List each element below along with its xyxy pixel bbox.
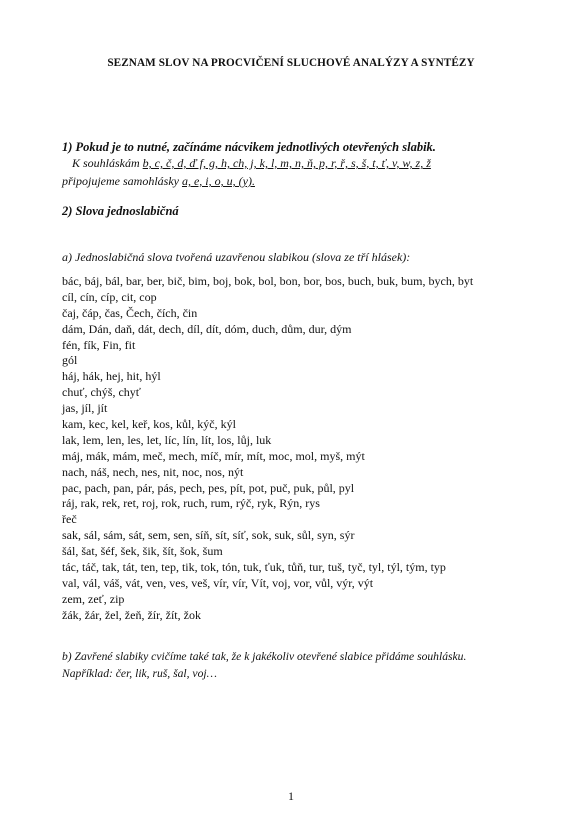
word-row: háj, hák, hej, hit, hýl bbox=[62, 369, 161, 384]
word-row: chuť, chýš, chyť bbox=[62, 385, 141, 400]
section1-line2-prefix: připojujeme samohlásky bbox=[62, 174, 182, 188]
section1-line1 bbox=[72, 156, 431, 171]
section1-heading: 1) Pokud je to nutné, začínáme nácvikem jednotlivých otevřených slabik. bbox=[62, 140, 436, 154]
word-row: sak, sál, sám, sát, sem, sen, síň, sít, síť, sok, suk, sůl, syn, sýr bbox=[62, 528, 355, 543]
word-row: ráj, rak, rek, ret, roj, rok, ruch, rum, rýč, ryk, Rýn, rys bbox=[62, 496, 320, 511]
word-row: šál, šat, šéf, šek, šik, šít, šok, šum bbox=[62, 544, 223, 559]
word-row: fén, fík, Fin, fit bbox=[62, 337, 136, 352]
consonant-list: b, c, č, d, ď f, g, h, ch, j, k, l, m, n, ň, p, r, ř, s, š, t, ť, v, w, z, ž bbox=[142, 156, 431, 170]
word-row: pac, pach, pan, pár, pás, pech, pes, pít, pot, puč, puk, půl, pyl bbox=[62, 480, 355, 495]
subsection-b-line2: Například: čer, lik, ruš, šal, voj… bbox=[62, 667, 217, 680]
page-number: 1 bbox=[288, 789, 294, 803]
word-row: bác, báj, bál, bar, ber, bič, bim, boj, bok, bol, bon, bor, bos, buch, buk, bum, bych, byt bbox=[62, 274, 474, 288]
word-row: dám, Dán, daň, dát, dech, díl, dít, dóm, duch, dům, dur, dým bbox=[62, 321, 352, 336]
subsection-a-heading: a) Jednoslabičná slova tvořená uzavřenou slabikou (slova ze tří hlásek): bbox=[62, 250, 411, 264]
word-row: čaj, čáp, čas, Čech, čích, čin bbox=[62, 305, 198, 320]
word-row: cíl, cín, cíp, cit, cop bbox=[62, 289, 157, 304]
word-row: řeč bbox=[62, 512, 77, 527]
word-row: jas, jíl, jít bbox=[62, 401, 108, 416]
word-row: máj, mák, mám, meč, mech, míč, mír, mít, moc, mol, myš, mýt bbox=[62, 448, 365, 463]
word-row: tác, táč, tak, tát, ten, tep, tik, tok, tón, tuk, ťuk, tůň, tur, tuš, tyč, tyl, týl, tým, typ bbox=[62, 560, 446, 575]
word-row: žák, žár, žel, žeň, žír, žít, žok bbox=[62, 607, 201, 622]
word-row: zem, zeť, zip bbox=[62, 591, 125, 606]
word-row: nach, náš, nech, nes, nit, noc, nos, nýt bbox=[62, 464, 244, 479]
word-row: kam, kec, kel, keř, kos, kůl, kýč, kýl bbox=[62, 417, 236, 432]
vowel-list: a, e, i, o, u, (y). bbox=[181, 174, 255, 188]
word-row: gól bbox=[62, 353, 78, 368]
subsection-b-line1: b) Zavřené slabiky cvičíme také tak, že k jakékoliv otevřené slabice přidáme souhlásku. bbox=[62, 650, 467, 663]
section2-heading: 2) Slova jednoslabičná bbox=[62, 204, 179, 218]
section1-line1-prefix: K souhláskám bbox=[72, 156, 143, 170]
word-row: lak, lem, len, les, let, líc, lín, lít, los, lůj, luk bbox=[62, 432, 272, 447]
page-title: SEZNAM SLOV NA PROCVIČENÍ SLUCHOVÉ ANALÝZY A SYNTÉZY bbox=[107, 57, 475, 69]
word-list bbox=[62, 274, 562, 624]
section1-line2 bbox=[62, 174, 255, 189]
word-row: val, vál, váš, vát, ven, ves, veš, vír, vír, Vít, voj, vor, vůl, výr, výt bbox=[62, 575, 374, 590]
